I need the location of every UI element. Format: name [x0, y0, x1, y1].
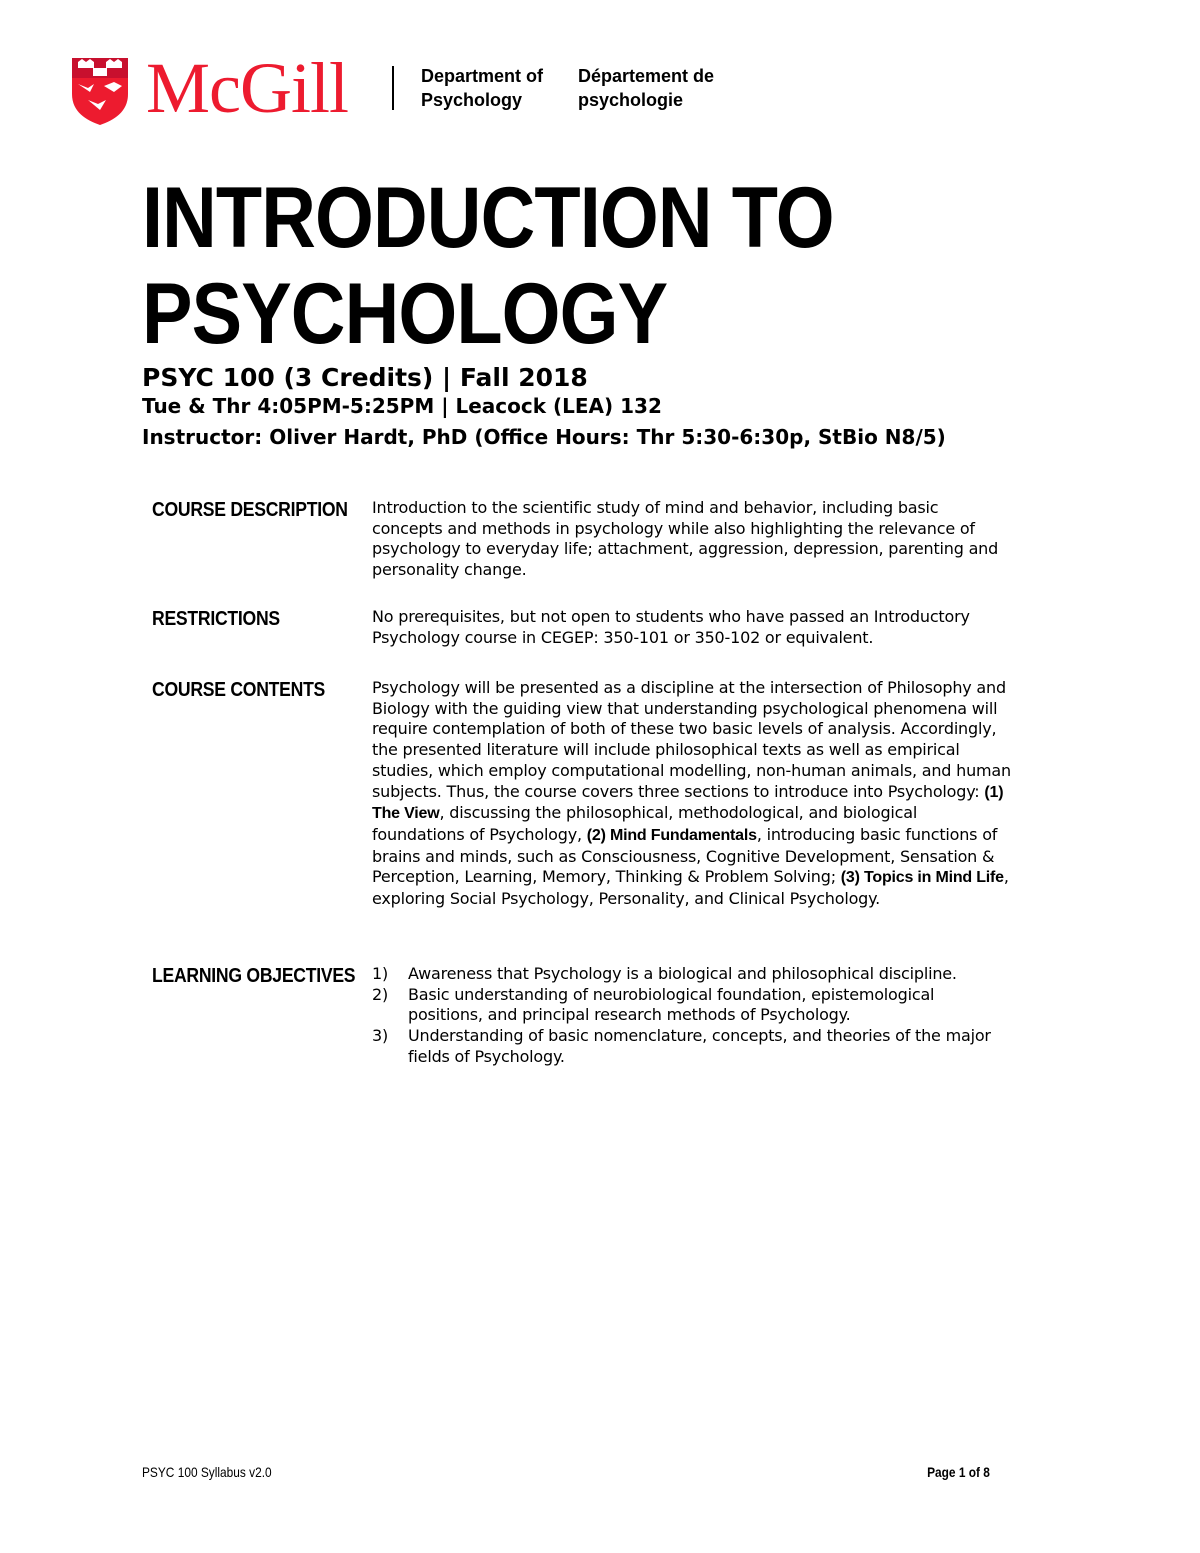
section-body — [372, 964, 1012, 1068]
objectives-list — [372, 964, 1012, 1068]
section-heading: LEARNING OBJECTIVES — [152, 965, 356, 987]
footer-document-version: PSYC 100 Syllabus v2.0 — [142, 1464, 272, 1480]
page-header — [70, 48, 770, 128]
section-heading: RESTRICTIONS — [152, 608, 280, 630]
course-code-line: PSYC 100 (3 Credits) | Fall 2018 — [142, 363, 588, 392]
section-body: Psychology will be presented as a discipline at the intersection of Philosophy and Biology with the guiding view that understanding psychological phenomena will require contemplation of both of these two basic levels of analysis. Accordingly, the presented literature will include philosophical texts as well as empirical studies, which employ computational modelling, non-human animals, and human subjects. Thus, the course covers three sections to introduce into Psychology: (1) The View, discussing the philosophical, methodological, and biological foundations of Psychology, (2) Mind Fundamentals, introducing basic functions of brains and minds, such as Consciousness, Cognitive Development, Sensation & Perception, Learning, Memory, Thinking & Problem Solving; (3) Topics in Mind Life, exploring Social Psychology, Personality, and Clinical Psychology. — [372, 678, 1011, 909]
section-label-the-view: (1) The View — [372, 783, 1004, 823]
list-item: 1) Awareness that Psychology is a biological and philosophical discipline. — [372, 964, 957, 983]
instructor-line: Instructor: Oliver Hardt, PhD (Office Hours: Thr 5:30-6:30p, StBio N8/5) — [142, 425, 946, 449]
schedule-line: Tue & Thr 4:05PM-5:25PM | Leacock (LEA) 132 — [142, 394, 662, 418]
footer-page-number: Page 1 of 8 — [927, 1464, 990, 1480]
section-heading: COURSE CONTENTS — [152, 679, 326, 701]
mcgill-wordmark: McGill — [146, 48, 348, 128]
section-label-topics-in-mind-life: (3) Topics in Mind Life — [840, 869, 1004, 887]
list-item: 3) Understanding of basic nomenclature, concepts, and theories of the major fields of Psychology. — [372, 1026, 991, 1066]
section-heading: COURSE DESCRIPTION — [152, 499, 348, 521]
section-label-mind-fundamentals: (2) Mind Fundamentals — [586, 826, 757, 844]
section-body: No prerequisites, but not open to students who have passed an Introductory Psychology course in CEGEP: 350-101 or 350-102 or equivalent. — [372, 607, 970, 647]
department-name-english: Department of Psychology — [421, 66, 544, 110]
department-name-french: Département de psychologie — [578, 66, 715, 110]
section-body: Introduction to the scientific study of mind and behavior, including basic concepts and methods in psychology while also highlighting the relevance of psychology to everyday life; attachment, aggression, depression, parenting and personality change. — [372, 498, 999, 580]
list-item: 2) Basic understanding of neurobiological foundation, epistemological positions, and principal research methods of Psychology. — [372, 984, 935, 1025]
course-title: INTRODUCTION TO PSYCHOLOGY — [142, 170, 834, 362]
header-divider — [392, 66, 394, 110]
mcgill-crest-icon — [70, 56, 130, 126]
